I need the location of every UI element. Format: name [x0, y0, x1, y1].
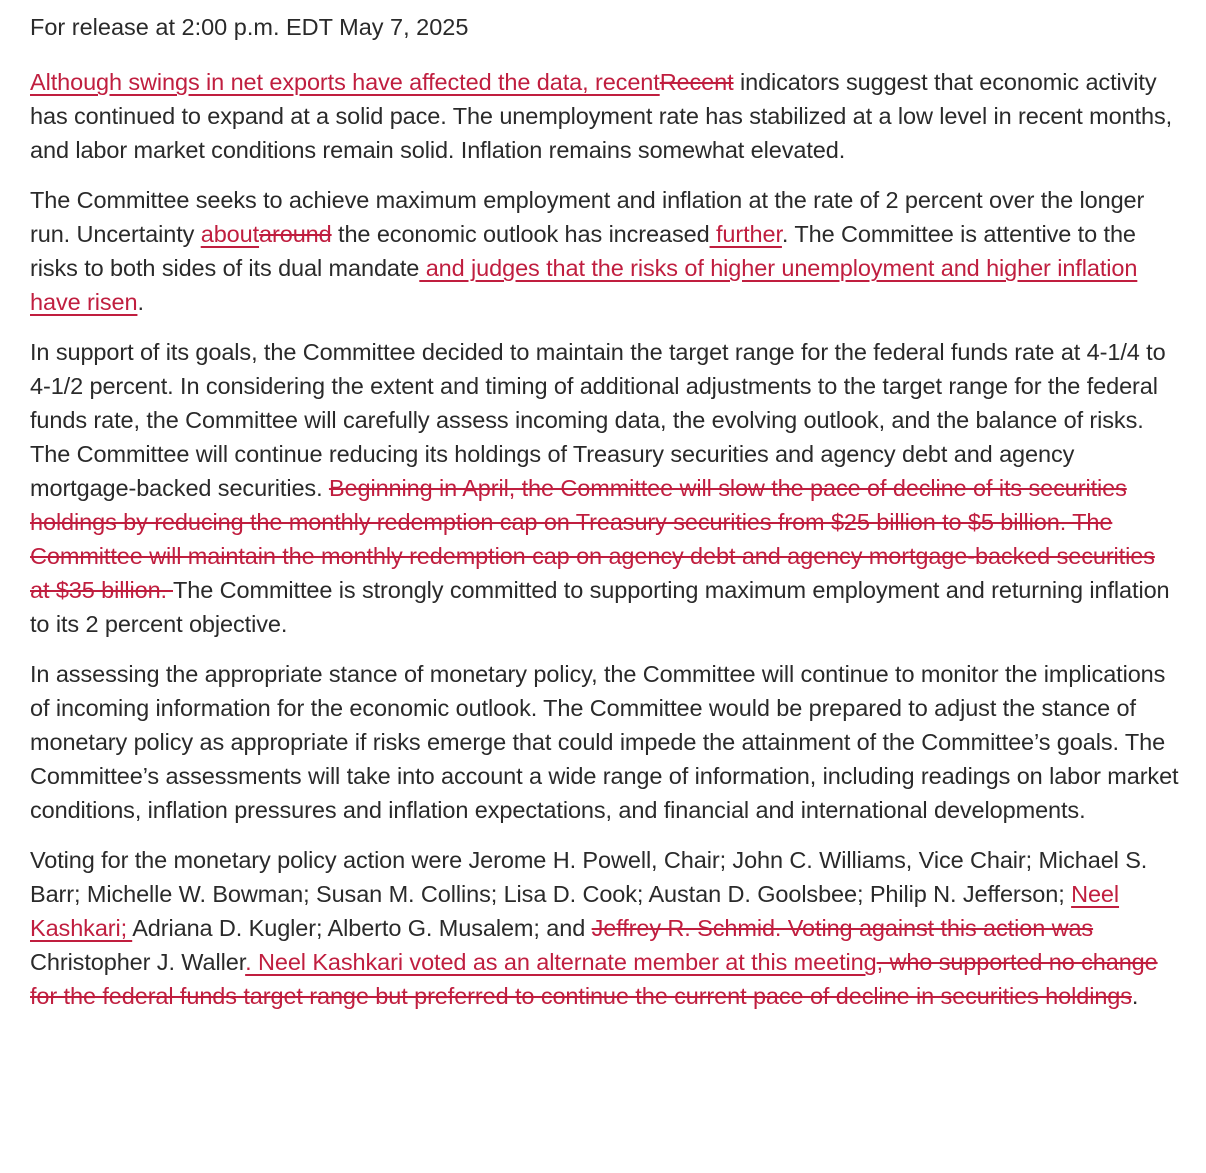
run-inserted-text: Although swings in net exports have affected the data, recent	[30, 69, 660, 95]
run-deleted-text: Jeffrey R. Schmid. Voting against this action was	[591, 915, 1094, 941]
run-deleted-text: around	[259, 221, 332, 247]
release-line: For release at 2:00 p.m. EDT May 7, 2025	[30, 14, 469, 40]
run-normal-text: In support of its goals, the Committee decided to maintain the target range for the federal funds rate at 4-1/4 to 4-1/2 percent. In considering the extent and timing of additional adjustments to the target range for the federal funds rate, the Committee will carefully assess incoming data, the evolving outlook, and the balance of risks. The Committee will continue reducing its holdings of Treasury securities and agency debt and agency mortgage-backed securities.	[30, 339, 1166, 501]
run-normal-text: Voting for the monetary policy action were Jerome H. Powell, Chair; John C. Williams, Vice Chair; Michael S. Barr; Michelle W. Bowman; Susan M. Collins; Lisa D. Cook; Austan D. Goolsbee; Philip N. Jefferson;	[30, 847, 1148, 907]
run-inserted-text: Neel Kashkari;	[30, 881, 1120, 941]
run-deleted-text: Recent	[659, 69, 734, 95]
paragraph	[30, 335, 1180, 641]
run-inserted-text: and judges that the risks of higher unemployment and higher inflation have risen	[30, 255, 1138, 315]
run-deleted-text: Beginning in April, the Committee will slow the pace of decline of its securities holdings by reducing the monthly redemption cap on Treasury securities from $25 billion to $5 billion. The Committee will maintain the monthly redemption cap on agency debt and agency mortgage-backed securities at $35 billion.	[30, 475, 1155, 603]
run-normal-text: Adriana D. Kugler; Alberto G. Musalem; and	[132, 915, 592, 941]
paragraph	[30, 843, 1180, 1013]
run-normal-text: The Committee is strongly committed to supporting maximum employment and returning inflation to its 2 percent objective.	[30, 577, 1170, 637]
run-normal-text: Christopher J. Waller	[30, 949, 246, 975]
paragraph	[30, 183, 1180, 319]
paragraph	[30, 65, 1180, 167]
run-normal-text: the economic outlook has increased	[331, 221, 710, 247]
run-inserted-text: further	[709, 221, 782, 247]
run-deleted-text: , who supported no change for the federal funds target range but preferred to continue the current pace of decline in securities holdings	[30, 949, 1158, 1009]
run-inserted-text: . Neel Kashkari voted as an alternate member at this meeting	[245, 949, 877, 975]
run-normal-text: indicators suggest that economic activity has continued to expand at a solid pace. The unemployment rate has stabilized at a low level in recent months, and labor market conditions remain solid. Inflation remains somewhat elevated.	[30, 69, 1173, 163]
run-normal-text: .	[137, 289, 144, 315]
run-normal-text: In assessing the appropriate stance of monetary policy, the Committee will continue to monitor the implications of incoming information for the economic outlook. The Committee would be prepared to adjust the stance of monetary policy as appropriate if risks emerge that could impede the attainment of the Committee’s goals. The Committee’s assessments will take into account a wide range of information, including readings on labor market conditions, inflation pressures and inflation expectations, and financial and international developments.	[30, 661, 1179, 823]
run-normal-text: The Committee seeks to achieve maximum employment and inflation at the rate of 2 percent over the longer run. Uncertainty	[30, 187, 1145, 247]
run-normal-text: .	[1131, 983, 1139, 1009]
paragraph	[30, 657, 1180, 827]
run-normal-text: . The Committee is attentive to the risks to both sides of its dual mandate	[30, 221, 1136, 281]
run-inserted-text: about	[200, 221, 260, 247]
statement-paragraphs	[30, 65, 1180, 1013]
